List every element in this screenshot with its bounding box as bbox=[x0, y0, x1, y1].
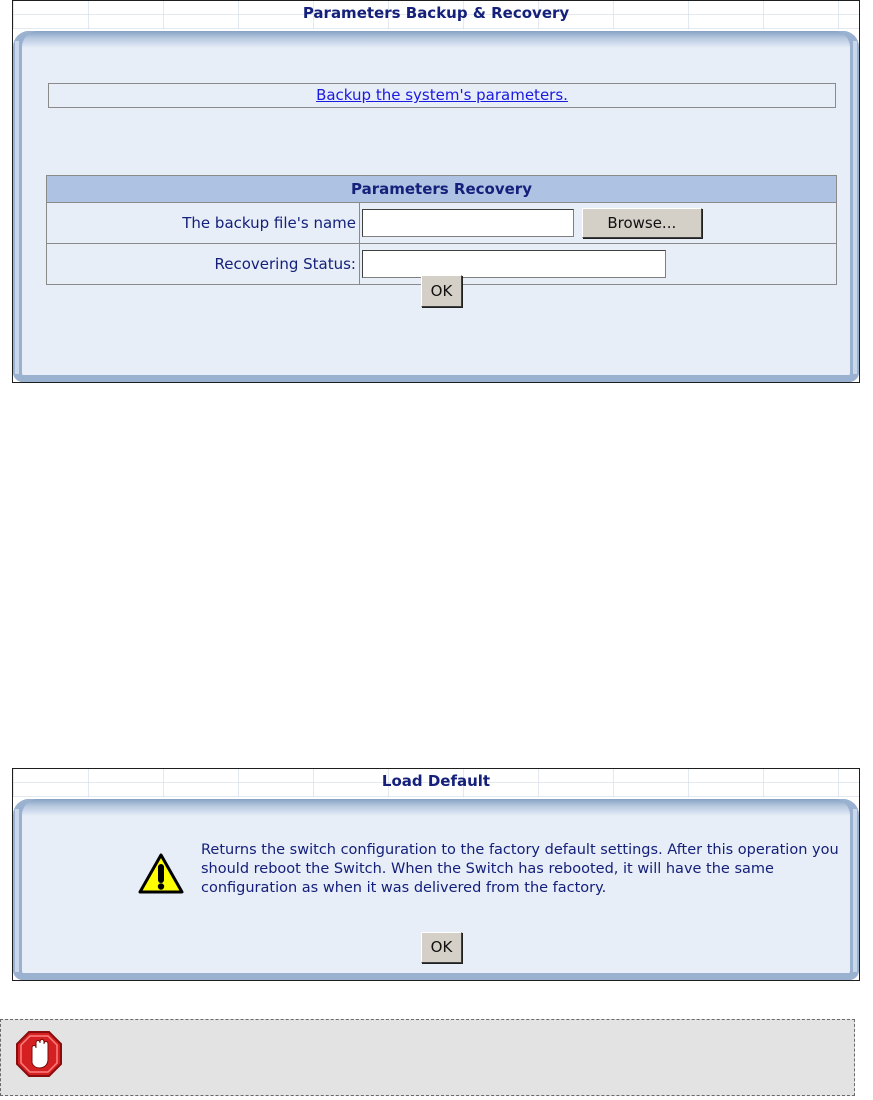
note-box bbox=[0, 1019, 855, 1096]
page-title: Parameters Backup & Recovery bbox=[302, 4, 570, 22]
warning-icon bbox=[137, 852, 185, 900]
panel-frame bbox=[13, 31, 859, 382]
recovery-table-header: Parameters Recovery bbox=[47, 176, 837, 203]
load-default-panel bbox=[12, 768, 860, 981]
recovery-ok-button[interactable]: OK bbox=[421, 275, 462, 307]
backup-recovery-panel bbox=[12, 0, 860, 383]
table-row bbox=[47, 203, 837, 244]
load-default-title: Load Default bbox=[381, 772, 491, 790]
panel-header bbox=[13, 1, 859, 29]
load-default-ok-button[interactable]: OK bbox=[421, 932, 462, 963]
backup-file-cell bbox=[360, 203, 837, 244]
load-default-description: Returns the switch configuration to the factory default settings. After this operation you should reboot the Switch. When the Switch has rebooted, it will have the same configuration as when it was delivered from the factory. bbox=[201, 842, 839, 896]
backup-row bbox=[48, 83, 836, 108]
browse-button[interactable]: Browse... bbox=[582, 208, 702, 238]
backup-file-input[interactable] bbox=[362, 209, 574, 237]
recovering-status-field bbox=[362, 250, 666, 278]
recovery-table bbox=[46, 175, 837, 285]
stop-hand-icon bbox=[15, 1030, 63, 1082]
recovering-status-label: Recovering Status: bbox=[47, 244, 360, 285]
backup-file-label: The backup file's name bbox=[47, 203, 360, 244]
backup-parameters-link[interactable]: Backup the system's parameters. bbox=[316, 86, 568, 104]
panel-header bbox=[13, 769, 859, 797]
panel-frame bbox=[13, 799, 859, 980]
